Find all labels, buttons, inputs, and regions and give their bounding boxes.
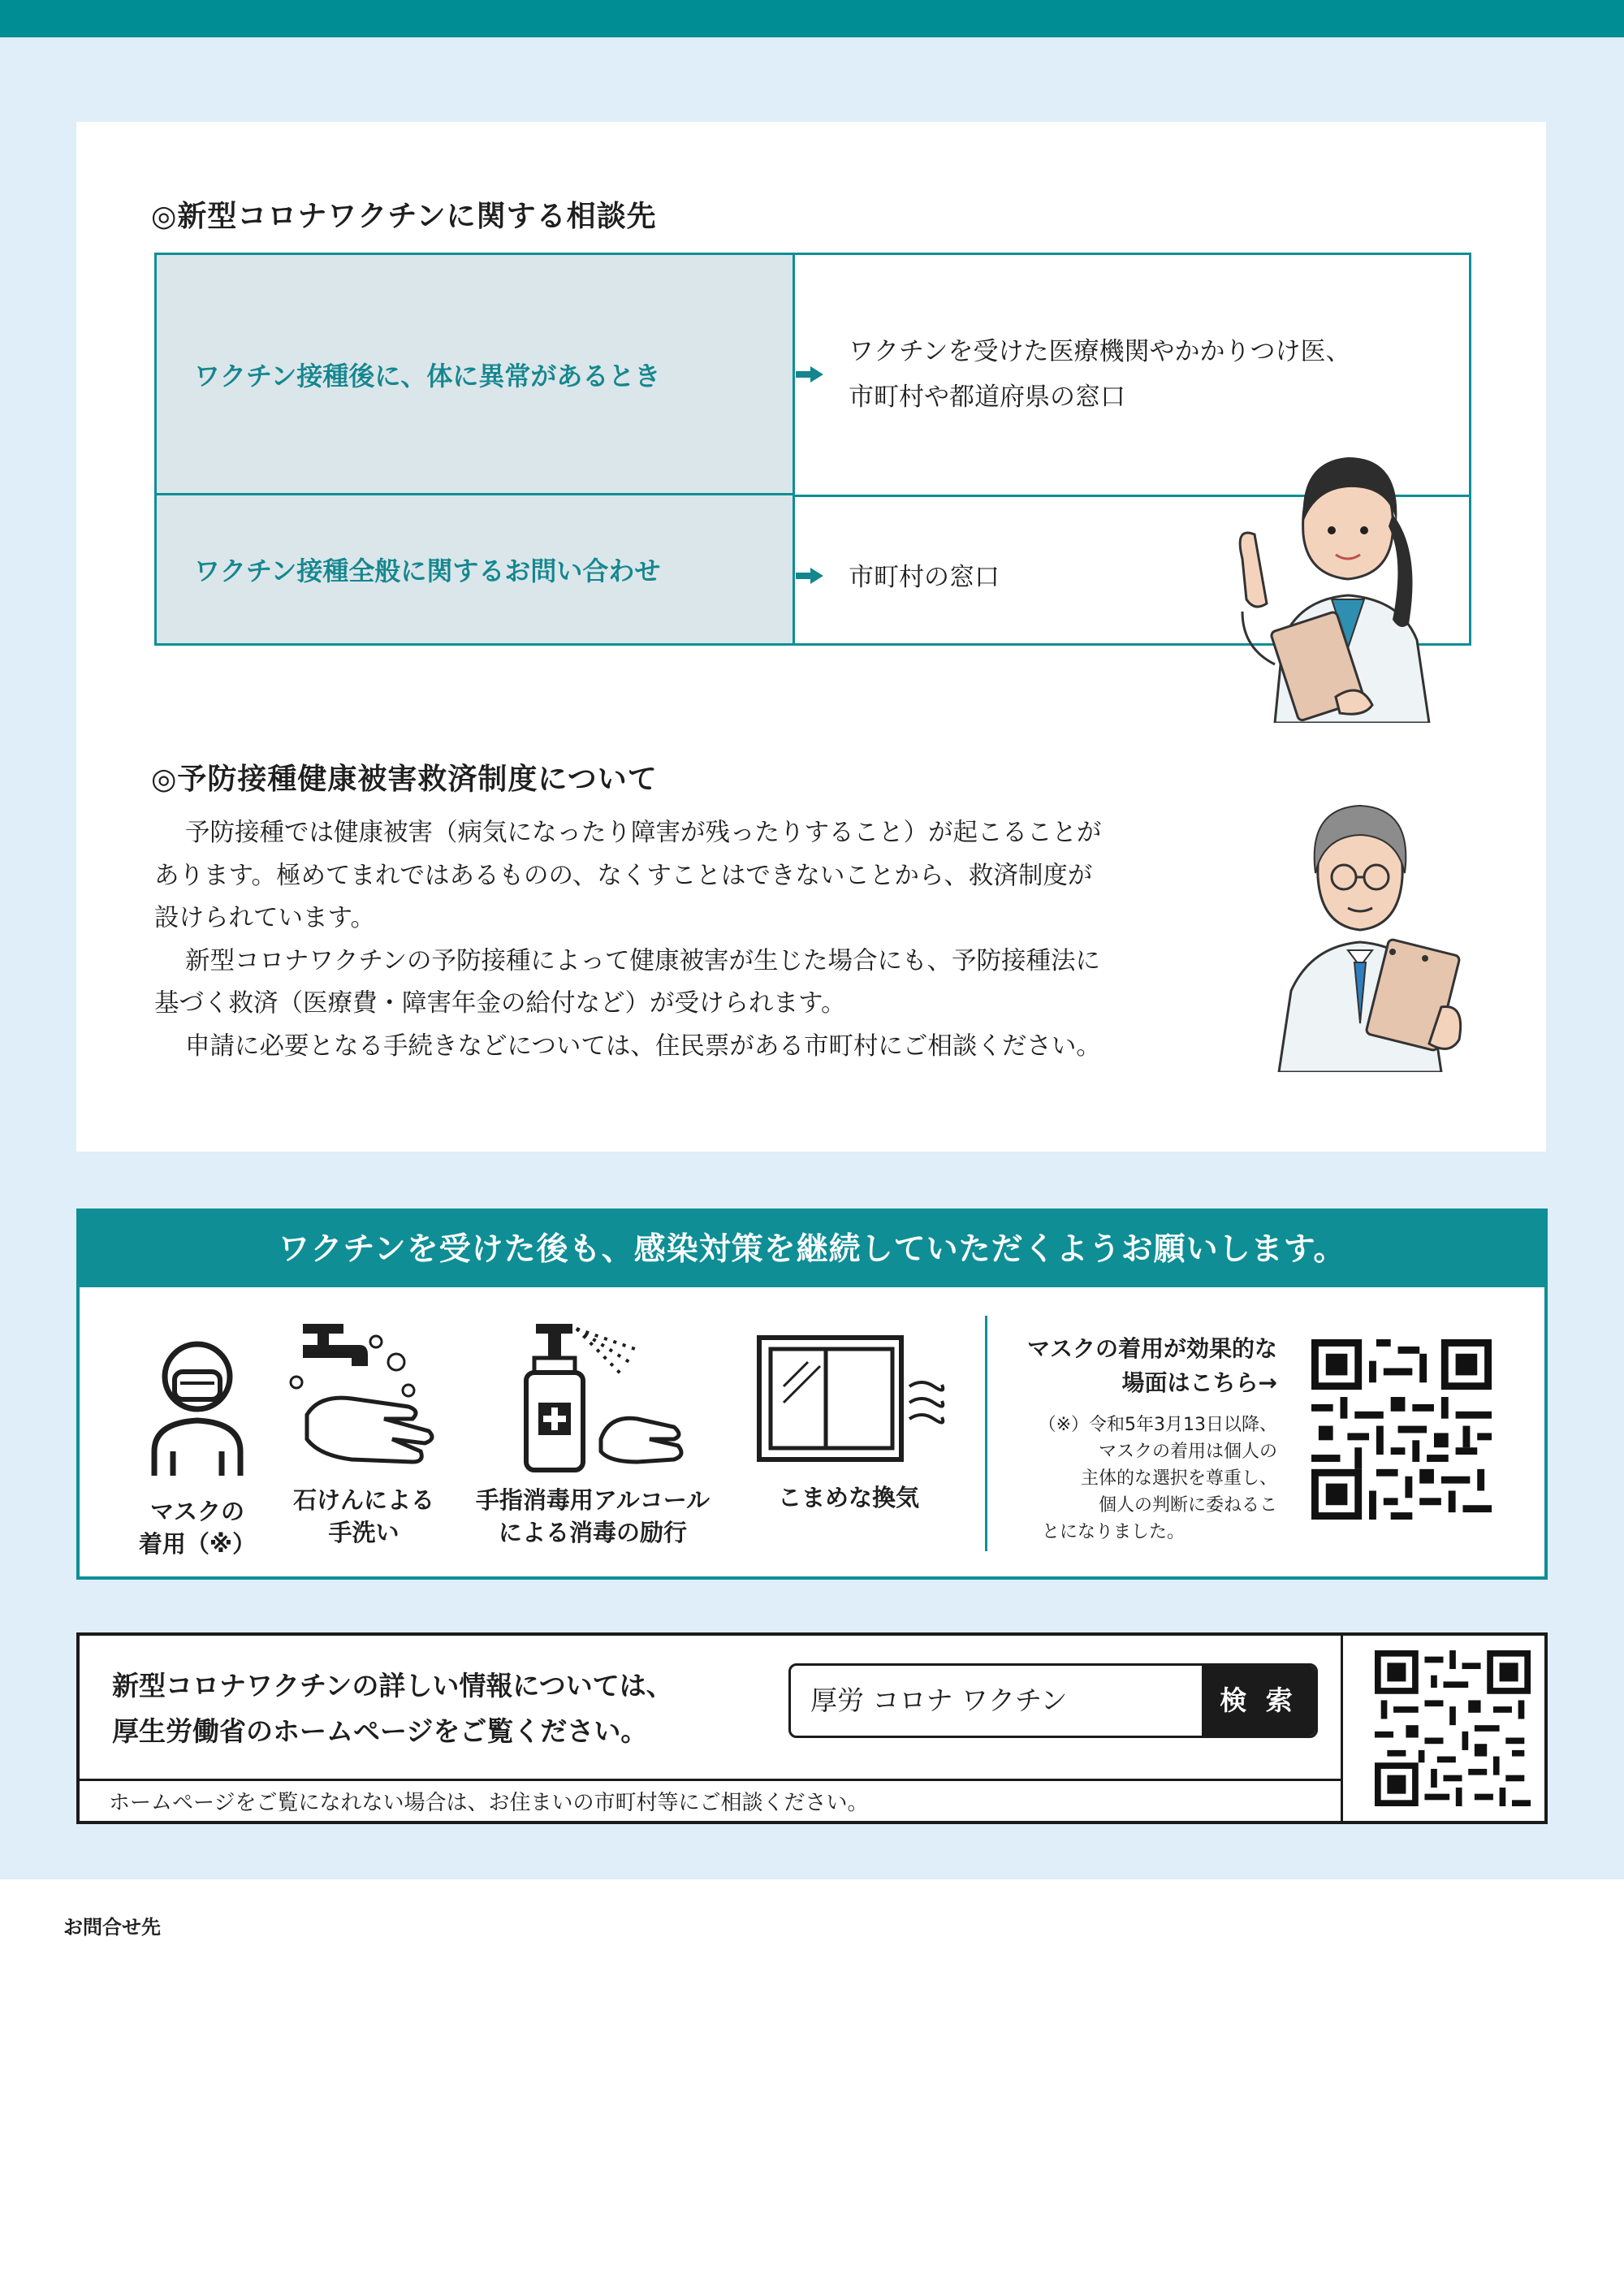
consultation-title: ◎新型コロナワクチンに関する相談先 xyxy=(151,200,657,233)
search-button[interactable]: 検 索 xyxy=(1202,1666,1315,1736)
search-box[interactable] xyxy=(788,1663,1318,1738)
mask-link-text[interactable]: マスクの着用が効果的な 場面はこちら→ xyxy=(1026,1335,1277,1396)
ventilation-window-icon xyxy=(751,1330,946,1472)
divider xyxy=(1341,1636,1343,1821)
search-query[interactable]: 厚労 コロナ ワクチン xyxy=(810,1684,1068,1716)
relief-body-text: 予防接種では健康被害（病気になったり障害が残ったりすること）が起こることが あります。極めてまれではあるものの、なくすことはできないことから、救済制度が 設けられています。 新型コロナワクチンの予防接種によって健康被害が生じた場合にも、予防接種法に 基づく救済（医療費・障害年金の給付など）が受けられます。 申請に必要となる手続きなどについては、住民票がある市町村にご相談ください。 xyxy=(154,819,1102,1061)
infection-heading: ワクチンを受けた後も、感染対策を継続していただくようお願いします。 xyxy=(80,1212,1544,1287)
male-doctor-illustration xyxy=(1271,796,1482,1072)
top-color-bar xyxy=(0,0,1624,37)
homepage-text: 新型コロナワクチンの詳しい情報については、 厚生労働省のホームページをご覧ください。 xyxy=(112,1670,673,1747)
arrow-right-icon xyxy=(796,366,823,383)
homepage-info-box xyxy=(76,1632,1548,1824)
row-answer: 市町村の窓口 xyxy=(849,563,1000,592)
homepage-note: ホームページをご覧になれない場合は、お住まいの市町村等にご相談ください。 xyxy=(109,1791,869,1815)
arrow-right-icon xyxy=(796,568,823,584)
divider xyxy=(985,1316,987,1551)
mask-note: （※）令和5年3月13日以降、 マスクの着用は個人の 主体的な選択を尊重し、 個人の判断に委ねるこ とになりました。 xyxy=(1038,1415,1277,1542)
row-answer: ワクチンを受けた医療機関やかかりつけ医、 市町村や都道府県の窓口 xyxy=(849,337,1351,412)
table-row-label-cell xyxy=(157,255,795,495)
female-doctor-illustration xyxy=(1226,437,1462,723)
homepage-qr-code[interactable] xyxy=(1375,1650,1531,1806)
handwashing-item: 石けんによる 手洗い xyxy=(279,1317,449,1549)
row-label: ワクチン接種全般に関するお問い合わせ xyxy=(194,556,661,586)
inquiry-label: お問合せ先 xyxy=(63,1916,161,1939)
infection-prevention-box xyxy=(76,1209,1548,1580)
ventilation-item: こまめな換気 xyxy=(743,1330,954,1514)
sanitizer-item: 手指消毒用アルコール による消毒の励行 xyxy=(455,1317,731,1549)
mask-qr-code[interactable] xyxy=(1304,1339,1499,1520)
sanitizer-icon xyxy=(495,1317,690,1476)
mask-person-icon xyxy=(136,1330,258,1476)
table-row-label-cell xyxy=(157,495,795,643)
row-label: ワクチン接種後に、体に異常があるとき xyxy=(194,361,661,391)
divider xyxy=(80,1779,1341,1781)
handwashing-icon xyxy=(287,1317,441,1476)
mask-item: マスクの 着用（※） xyxy=(116,1330,279,1560)
relief-title: ◎予防接種健康被害救済制度について xyxy=(151,763,658,796)
